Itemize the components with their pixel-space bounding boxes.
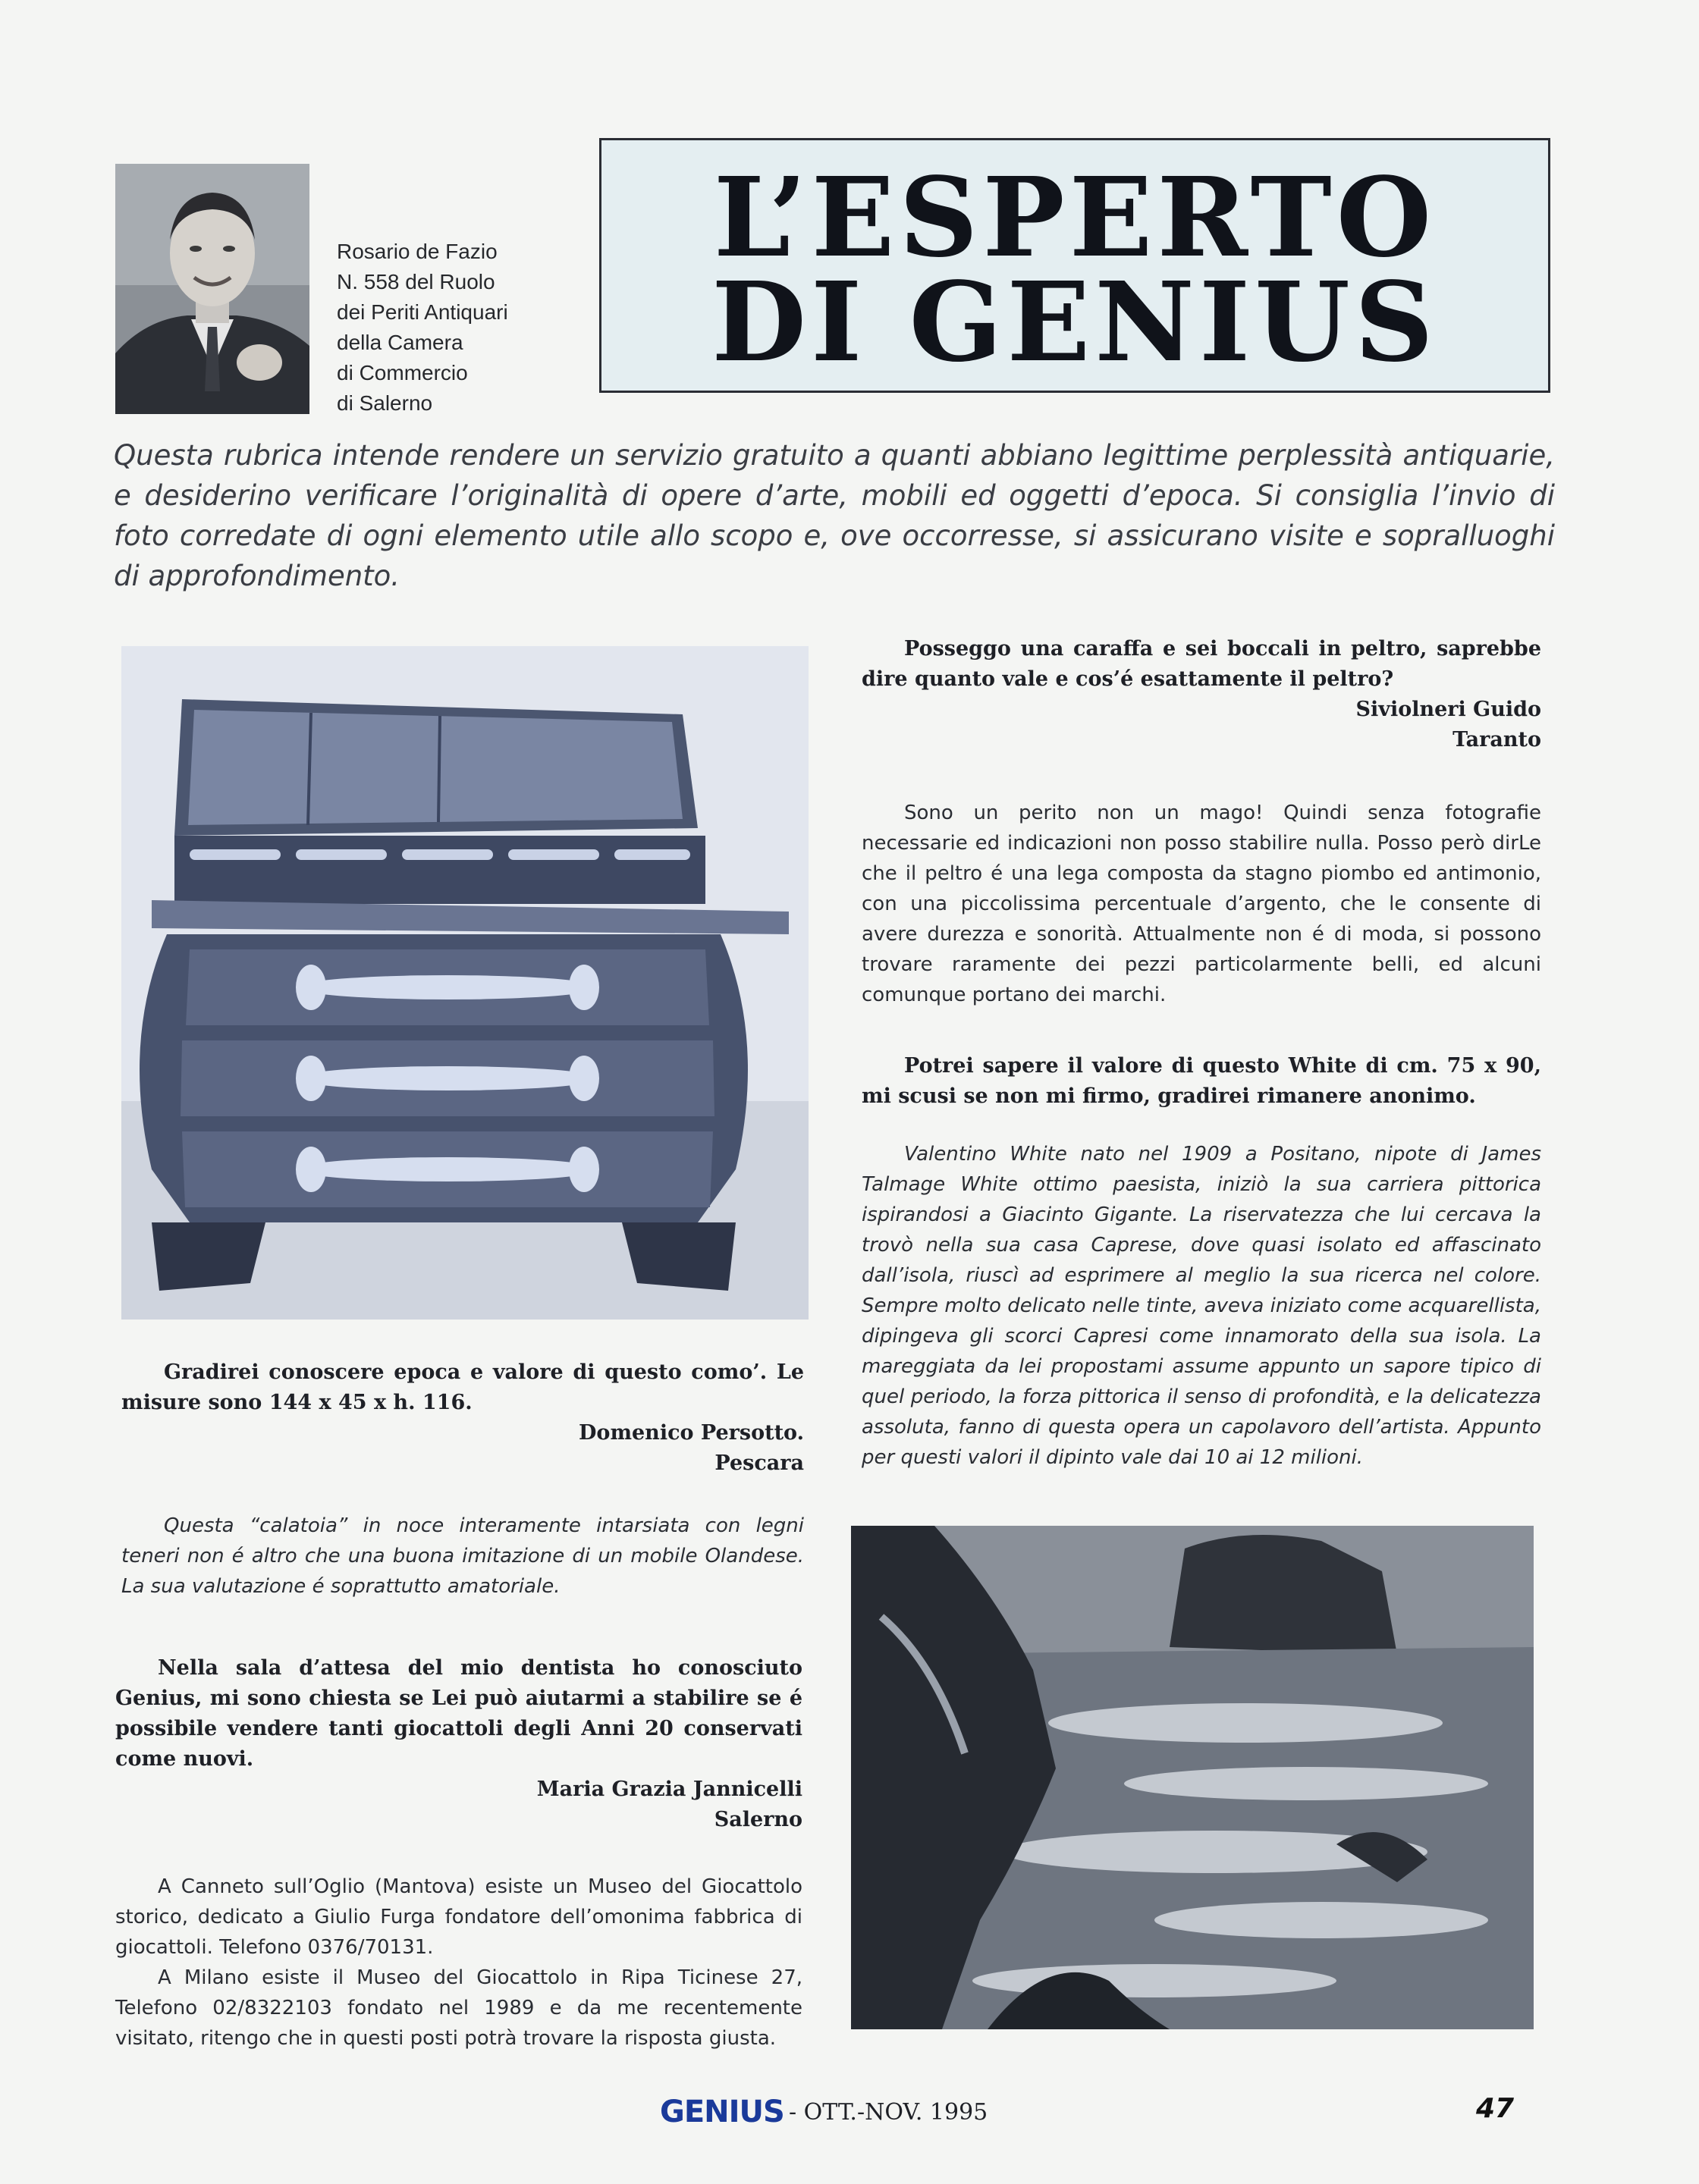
credit-line: di Salerno — [337, 391, 433, 415]
left-letter-1 — [121, 1357, 804, 1602]
letter-author-name: Maria Grazia Jannicelli — [536, 1778, 802, 1801]
letter-author-city: Taranto — [1452, 728, 1541, 752]
letter-author-city: Salerno — [714, 1808, 802, 1831]
letter-author-name: Siviolneri Guido — [1355, 698, 1541, 721]
expert-answer: A Canneto sull’Oglio (Mantova) esiste un Museo del Giocattolo storico, dedicato a Giulio Furga fondatore dell’omonima fabbrica di giocattoli. Telefono 0376/70131. — [115, 1875, 802, 1959]
masthead-title-box — [599, 138, 1550, 393]
author-portrait-photo — [115, 164, 309, 414]
right-letter-2 — [862, 1051, 1541, 1473]
sea-painting-photo — [851, 1526, 1534, 2029]
expert-answer: Questa “calatoia” in noce interamente intarsiata con legni teneri non é altro che una buona imitazione di un mobile Olandese. La sua valutazione é soprattutto amatoriale. — [121, 1514, 804, 1598]
page-number: 47 — [1476, 2093, 1515, 2124]
left-letter-2 — [115, 1653, 802, 2054]
credit-line: della Camera — [337, 331, 463, 354]
letter-question: Posseggo una caraffa e sei boccali in peltro, saprebbe dire quanto vale e cos’é esattamente il peltro? — [862, 637, 1541, 691]
letter-question: Potrei sapere il valore di questo White di cm. 75 x 90, mi scusi se non mi firmo, gradirei rimanere anonimo. — [862, 1054, 1541, 1108]
right-letter-1 — [862, 634, 1541, 1010]
credit-line: di Commercio — [337, 361, 468, 384]
credit-line: Rosario de Fazio — [337, 240, 498, 263]
letter-author-name: Domenico Persotto. — [579, 1421, 804, 1445]
expert-answer: Valentino White nato nel 1909 a Positano, nipote di James Talmage White ottimo paesista, iniziò la sua carriera pittorica ispirandosi a Giacinto Gigante. La riservatezza che lui cercava la trovò nella sua casa Caprese, dove quasi isolato ed affascinato dall’isola, riuscì ad esprimere al meglio la sua ricerca nel colore. Sempre molto delicato nelle tinte, aveva iniziato come acquarellista, dipingeva gli scorci Capresi come innamorato della sua isola. La mareggiata da lei propostami assume appunto un sapore tipico di quel periodo, la forza pittorica il senso di profondità, e la delicatezza assoluta, fanno di questa opera un capolavoro dell’artista. Appunto per questi valori il dipinto vale dai 10 ai 12 milioni. — [862, 1143, 1541, 1469]
column-intro-paragraph: Questa rubrica intende rendere un servizio gratuito a quanti abbiano legittime perplessità antiquarie, e desiderino verificare l’originalità di opere d’arte, mobili ed oggetti d’epoca. Si consiglia l’invio di foto corredate di ogni elemento utile allo scopo e, ove occorresse, si assicurano visite e sopralluoghi di approfondimento. — [114, 439, 1555, 592]
letter-question: Nella sala d’attesa del mio dentista ho conosciuto Genius, mi sono chiesta se Lei può aiutarmi a stabilire se é possibile vendere tanti giocattoli degli Anni 20 conservati come nuovi. — [115, 1656, 802, 1771]
expert-answer-continued: A Milano esiste il Museo del Giocattolo in Ripa Ticinese 27, Telefono 02/8322103 fondato nel 1989 e da me recentemente visitato, ritengo che in questi posti potrà trovare la risposta giusta. — [115, 1966, 802, 2050]
genius-logo: GENIUS — [660, 2095, 784, 2129]
credit-line: N. 558 del Ruolo — [337, 270, 495, 293]
issue-date: - OTT.-NOV. 1995 — [789, 2099, 988, 2126]
author-credit — [337, 237, 587, 419]
masthead-title-line2: DI GENIUS — [711, 258, 1438, 386]
credit-line: dei Periti Antiquari — [337, 300, 508, 324]
commode-photo — [121, 646, 809, 1320]
masthead-title-line1: L’ESPERTO — [713, 153, 1437, 281]
expert-answer: Sono un perito non un mago! Quindi senza fotografie necessarie ed indicazioni non posso stabilire nulla. Posso però dirLe che il peltro é una lega composta da stagno piombo ed antimonio, con una piccolissima percentuale d’argento, che le consente di avere durezza e sonorità. Attualmente non é di moda, si possono trovare raramente dei pezzi particolarmente belli, ed alcuni comunque portano dei marchi. — [862, 802, 1541, 1006]
letter-author-city: Pescara — [714, 1451, 804, 1475]
letter-question: Gradirei conoscere epoca e valore di questo como’. Le misure sono 144 x 45 x h. 116. — [121, 1360, 804, 1414]
